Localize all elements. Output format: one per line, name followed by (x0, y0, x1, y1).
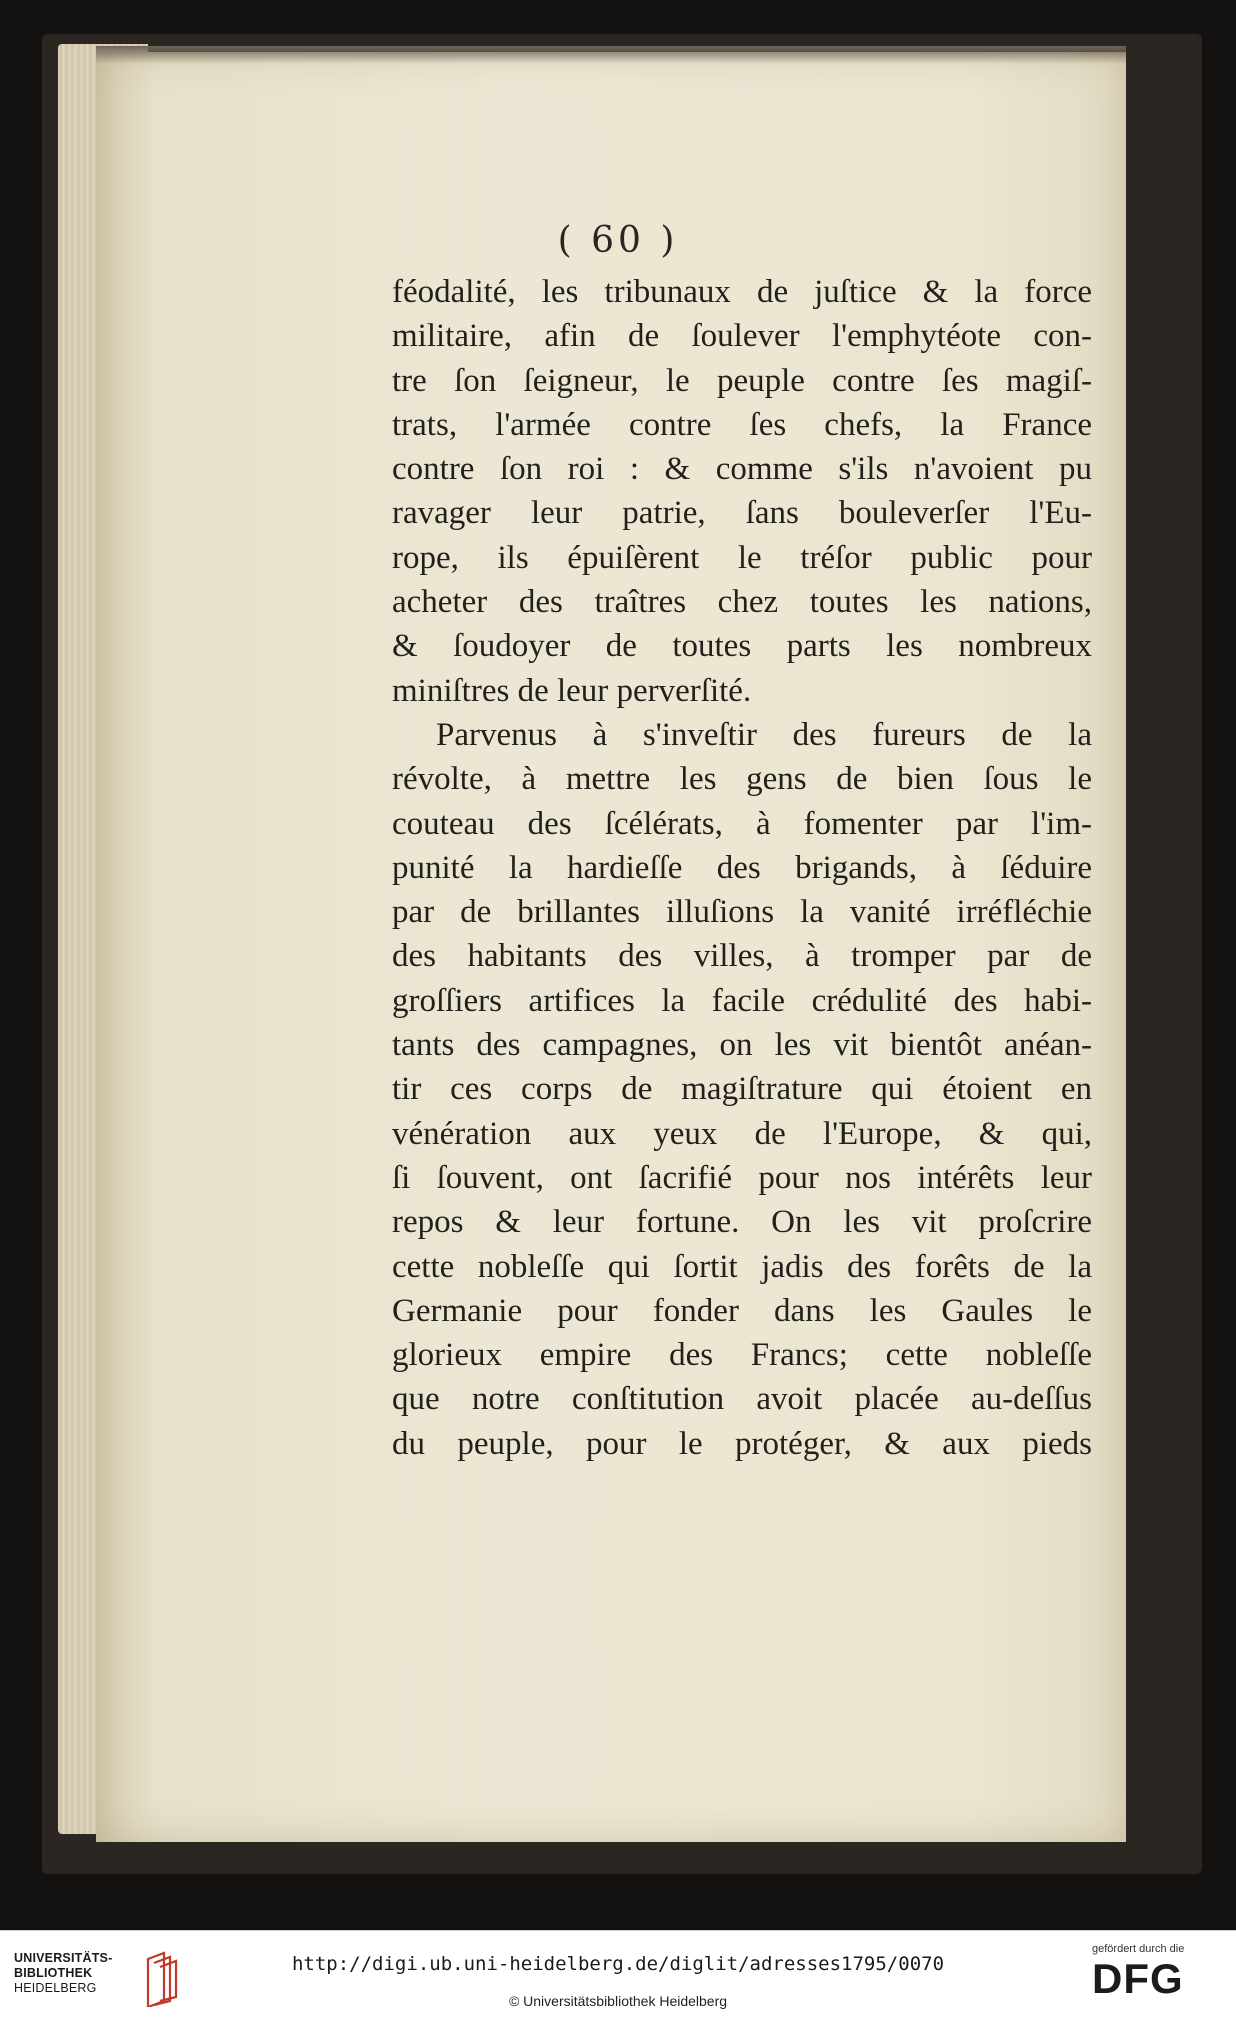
text-line: glorieux empire des Francs; cette nobleſſe (392, 1337, 1092, 1374)
text-line: rope, ils épuiſèrent le tréſor public pour (392, 539, 1092, 576)
text-line: punité la hardieſſe des brigands, à ſéduire (392, 849, 1092, 886)
text-line: groſſiers artifices la facile crédulité des habi- (392, 982, 1092, 1019)
page-speck (1185, 120, 1191, 126)
text-line: miniſtres de leur perverſité. (392, 672, 752, 709)
text-line: Germanie pour fonder dans les Gaules le (392, 1292, 1092, 1329)
text-line: & ſoudoyer de toutes parts les nombreux (392, 628, 1092, 665)
text-line: vénération aux yeux de l'Europe, & qui, (392, 1115, 1092, 1152)
text-line: du peuple, pour le protéger, & aux pieds (392, 1425, 1092, 1462)
text-line: trats, l'armée contre ſes chefs, la France (392, 406, 1092, 443)
text-line: repos & leur fortune. On les vit proſcrire (392, 1204, 1092, 1241)
text-line: tants des campagnes, on les vit bientôt anéan- (392, 1027, 1092, 1064)
page-number: ( 60 ) (557, 220, 679, 261)
dfg-funding-logo[interactable] (1092, 1943, 1228, 2013)
funding-caption: gefördert durch die (1092, 1943, 1185, 1955)
library-name-line3: HEIDELBERG (14, 1981, 97, 1995)
text-line: féodalité, les tribunaux de juſtice & la force (392, 274, 1092, 310)
permalink-url[interactable]: http://digi.ub.uni-heidelberg.de/diglit/adresses1795/0070 (291, 1953, 945, 1975)
library-name-line1: UNIVERSITÄTS- (14, 1951, 113, 1965)
text-line: cette nobleſſe qui ſortit jadis des forêts de la (392, 1248, 1092, 1285)
page-top-shadow (96, 46, 1126, 64)
text-line: des habitants des villes, à tromper par de (392, 938, 1092, 975)
text-line: tre ſon ſeigneur, le peuple contre ſes magiſ- (392, 362, 1092, 399)
text-line: ſi ſouvent, ont ſacrifié pour nos intérêts leur (392, 1159, 1092, 1196)
text-line: militaire, afin de ſoulever l'emphytéote con- (392, 318, 1092, 355)
text-line: ravager leur patrie, ſans bouleverſer l'Eu- (392, 495, 1092, 532)
text-line: par de brillantes illuſions la vanité irréfléchie (392, 894, 1092, 931)
footer-bar (0, 1930, 1236, 2025)
text-line: tir ces corps de magiſtrature qui étoient en (392, 1071, 1092, 1108)
dfg-logo-text: DFG (1092, 1955, 1184, 2002)
text-line: acheter des traîtres chez toutes les nations, (392, 584, 1092, 621)
copyright-notice: © Universitätsbibliothek Heidelberg (508, 1993, 728, 2009)
text-line: Parvenus à s'inveſtir des fureurs de la (436, 716, 1092, 753)
text-line: contre ſon roi : & comme s'ils n'avoient pu (392, 451, 1092, 488)
text-line: couteau des ſcélérats, à fomenter par l'im- (392, 805, 1092, 842)
library-name-line2: BIBLIOTHEK (14, 1966, 93, 1980)
text-line: que notre conſtitution avoit placée au-deſſus (392, 1381, 1092, 1418)
body-text (392, 270, 1092, 1466)
text-line: révolte, à mettre les gens de bien ſous le (392, 761, 1092, 798)
